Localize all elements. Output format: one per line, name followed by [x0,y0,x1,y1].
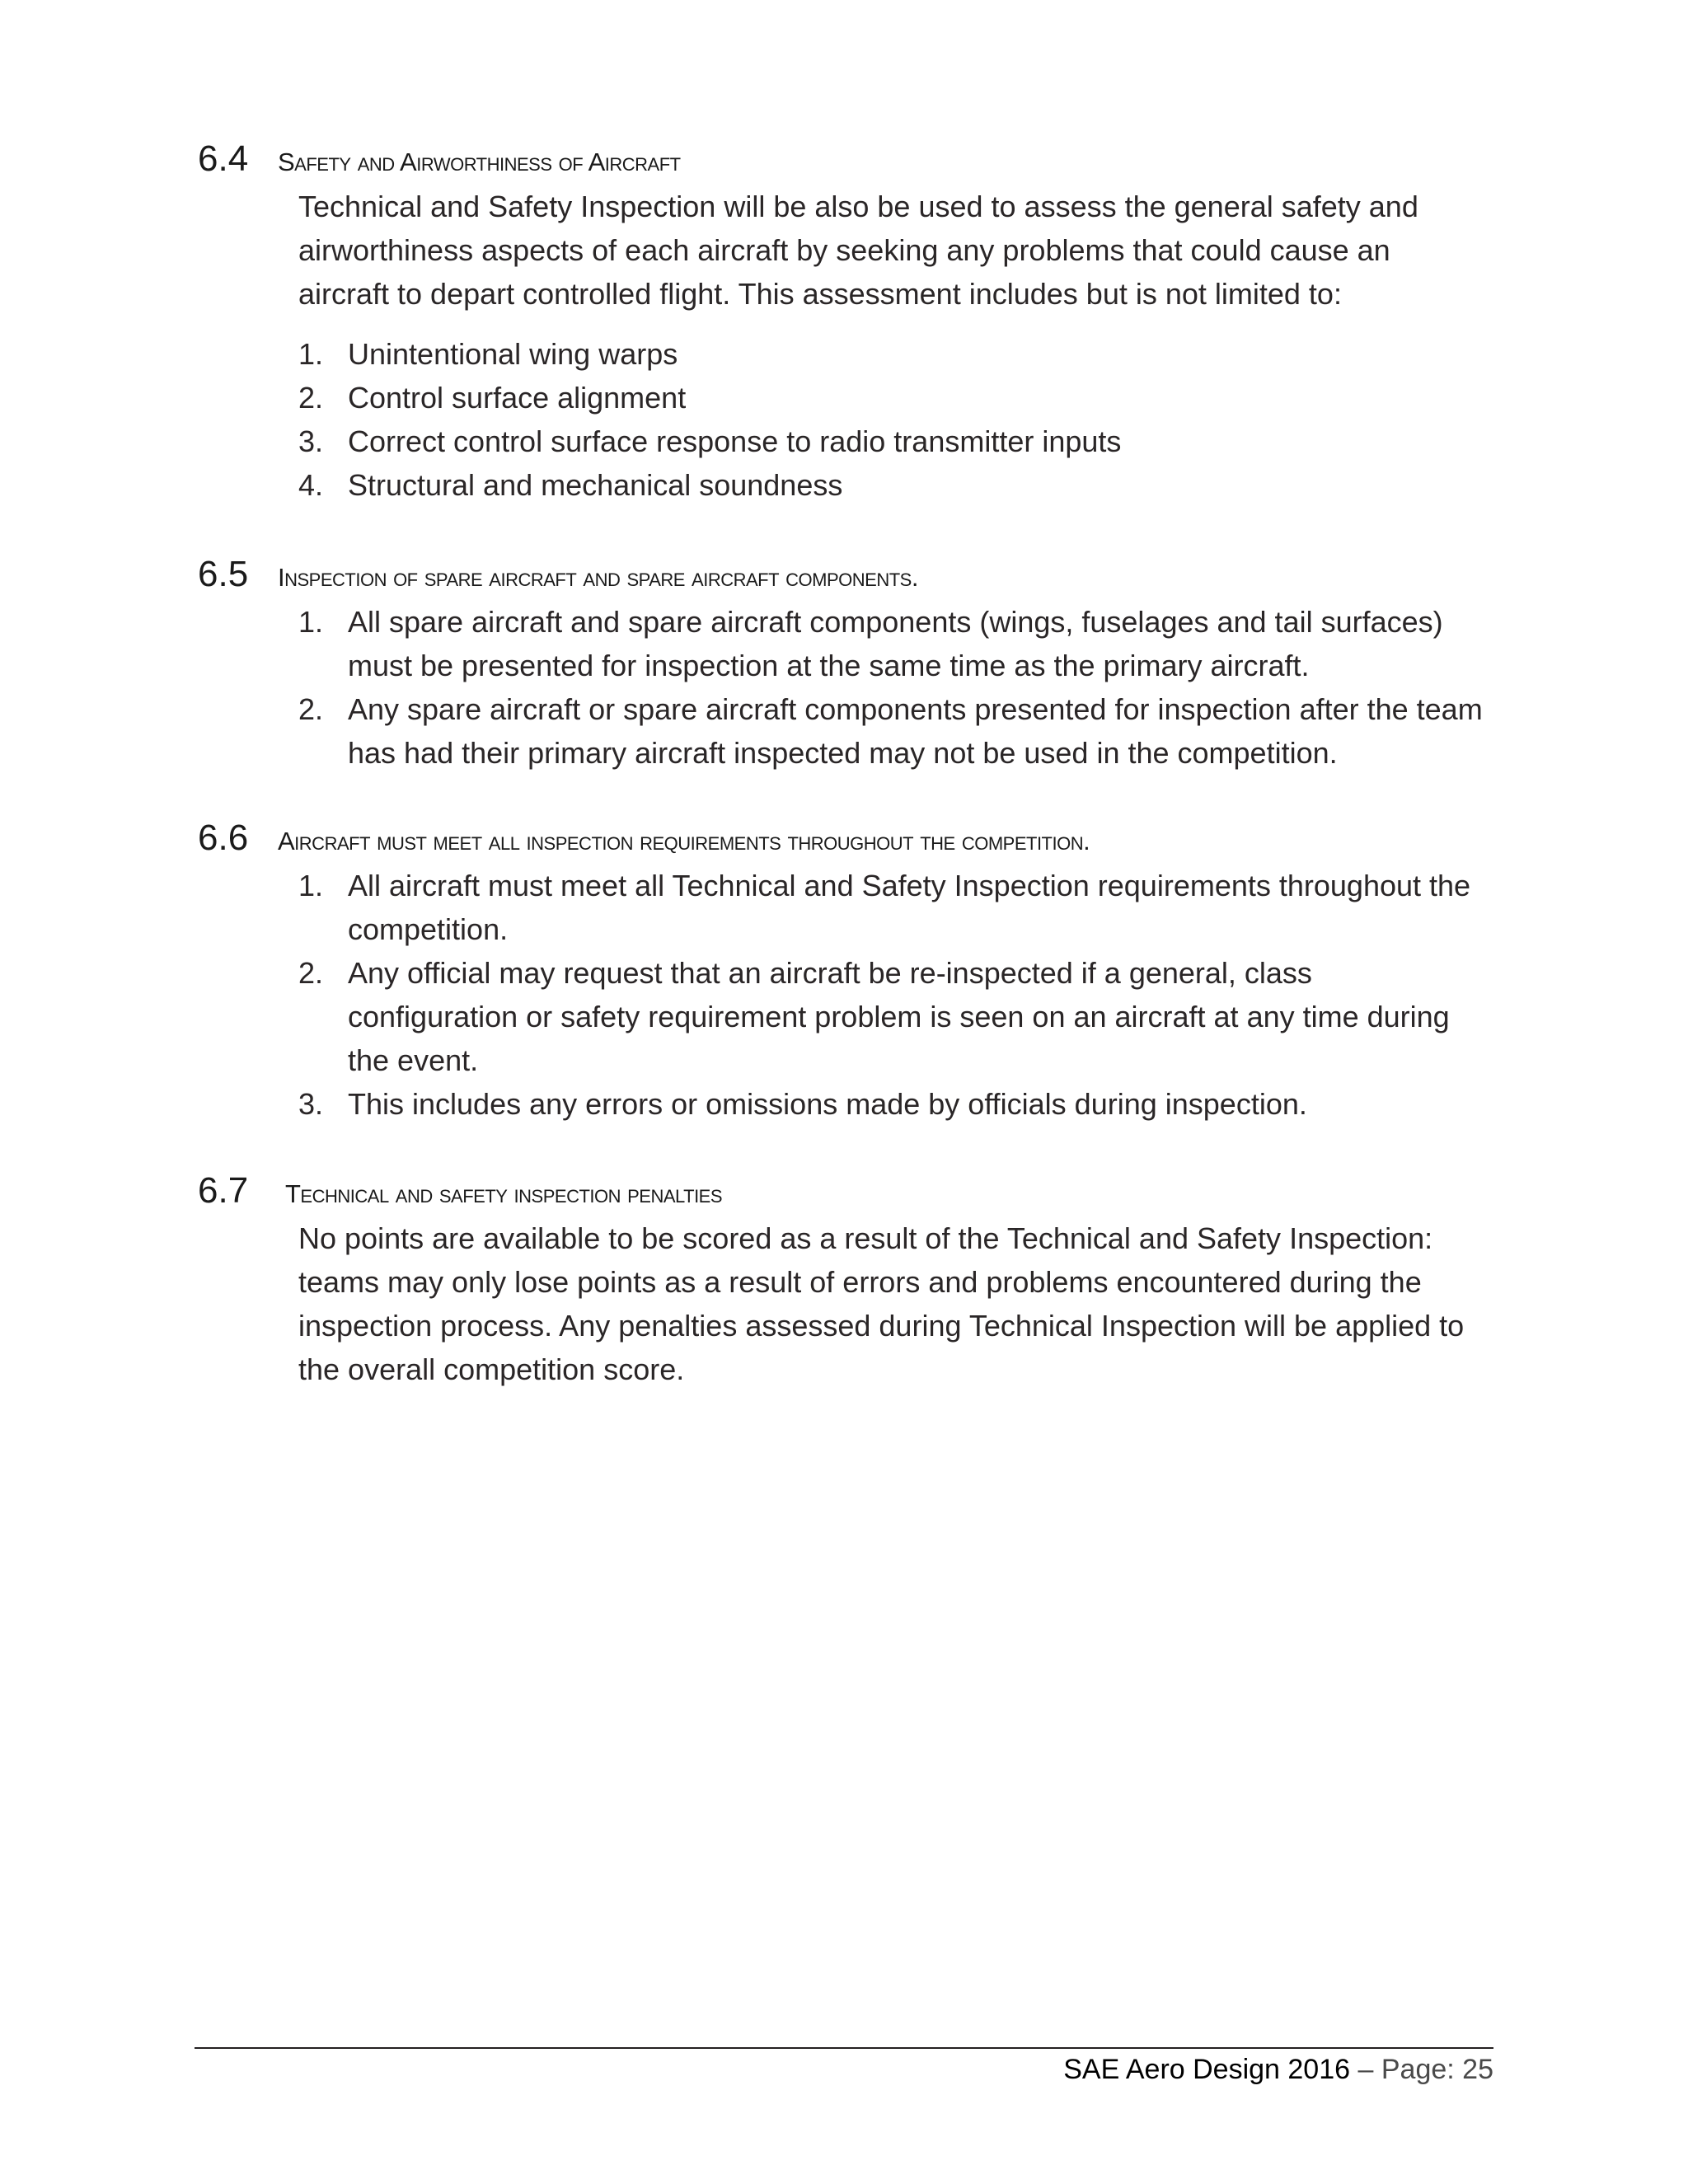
list-item-text: Any official may request that an aircraft be re-inspected if a general, class configuration or safety requirement problem is seen on an aircraft at any time during the event. [348,956,1450,1077]
section-number: 6.4 [198,138,249,179]
list-item-text: Structural and mechanical soundness [348,468,843,502]
list-item-number: 1. [298,605,324,639]
section-6-7 [198,1170,1484,1391]
footer-document-title: SAE Aero Design 2016 [1063,2054,1351,2085]
list-item-text: Unintentional wing warps [348,337,678,371]
section-heading [198,1170,1484,1216]
page-footer [1063,2050,1493,2088]
list-item [298,951,1485,1082]
numbered-list [298,600,1485,775]
list-item-number: 4. [298,468,324,502]
list-item-number: 2. [298,956,324,990]
list-item [298,419,1485,463]
section-number: 6.5 [198,554,249,594]
section-heading [198,818,1484,864]
section-title: Aircraft must meet all inspection requirements throughout the competition. [278,827,1090,855]
numbered-list [298,864,1485,1126]
list-item [298,864,1485,951]
list-item [298,463,1485,507]
section-title: Safety and Airworthiness of Aircraft [278,148,681,176]
list-item [298,687,1485,775]
section-number: 6.7 [198,1170,249,1211]
section-6-5 [198,554,1484,775]
footer-divider [195,2047,1493,2049]
list-item [298,1082,1485,1126]
numbered-list [298,332,1485,507]
list-item-number: 1. [298,337,324,371]
list-item [298,600,1485,687]
list-item-text: This includes any errors or omissions made by officials during inspection. [348,1087,1307,1121]
section-paragraph: Technical and Safety Inspection will be also be used to assess the general safety and airworthiness aspects of each aircraft by seeking any problems that could cause an aircraft to depart controlled flight. This assessment includes but is not limited to: [298,190,1418,311]
list-item-text: Control surface alignment [348,381,687,415]
list-item-text: All aircraft must meet all Technical and Safety Inspection requirements throughout the competition. [348,869,1471,946]
list-item-text: Correct control surface response to radio transmitter inputs [348,424,1122,458]
list-item-text: Any spare aircraft or spare aircraft components presented for inspection after the team has had their primary aircraft inspected may not be used in the competition. [348,692,1483,770]
list-item-number: 2. [298,692,324,726]
list-item-number: 3. [298,424,324,458]
section-title: Inspection of spare aircraft and spare aircraft components. [278,563,918,592]
section-paragraph: No points are available to be scored as a result of the Technical and Safety Inspection: teams may only lose points as a result of errors and problems encountered during the inspection process. Any penalties assessed during Technical Inspection will be applied to the overall competition score. [298,1221,1465,1386]
section-6-4 [198,138,1484,507]
list-item [298,332,1485,376]
section-6-6 [198,818,1484,1126]
section-title: Technical and safety inspection penalties [285,1179,723,1208]
list-item-text: All spare aircraft and spare aircraft components (wings, fuselages and tail surfaces) must be presented for inspection at the same time as the primary aircraft. [348,605,1443,682]
list-item [298,376,1485,419]
section-heading [198,554,1484,600]
section-number: 6.6 [198,818,249,858]
footer-page-number: Page: 25 [1381,2054,1493,2085]
list-item-number: 3. [298,1087,324,1121]
list-item-number: 2. [298,381,324,415]
footer-separator: – [1357,2054,1374,2085]
list-item-number: 1. [298,869,324,902]
section-heading [198,138,1484,185]
